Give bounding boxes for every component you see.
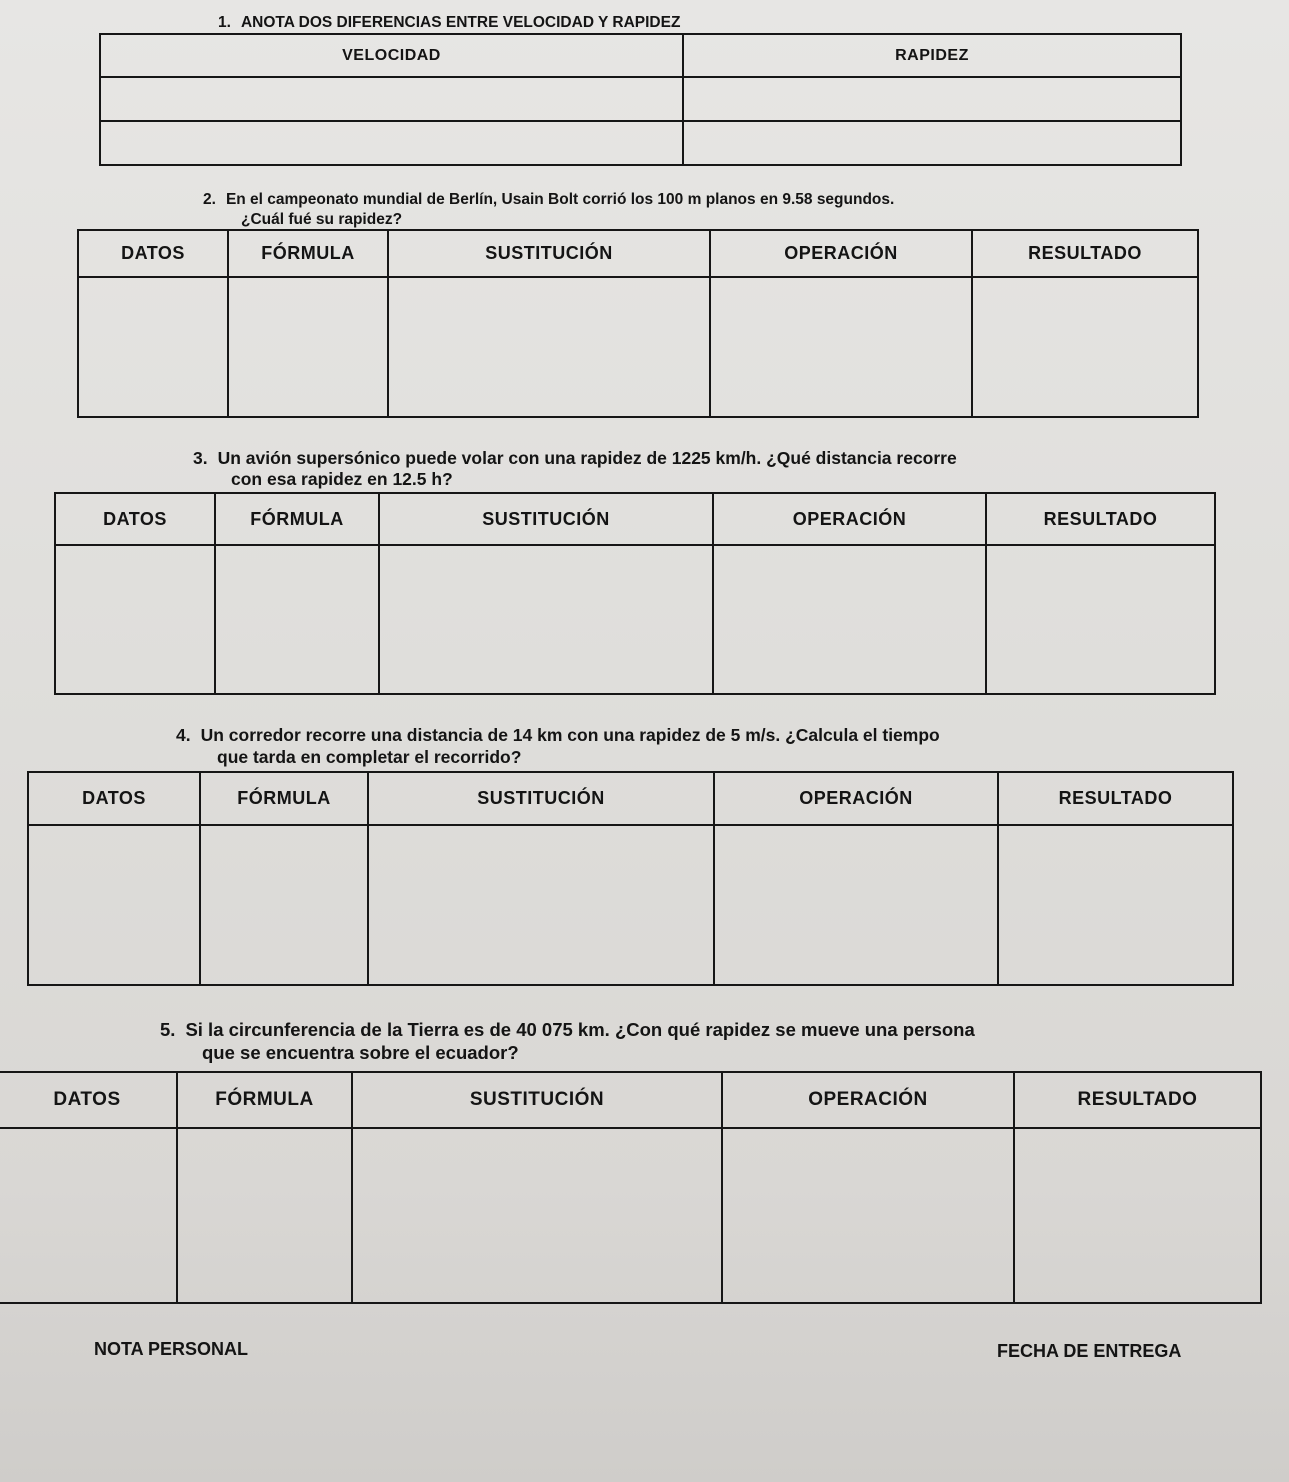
answer-cell[interactable] [972, 277, 1198, 417]
question-3-line2: con esa rapidez en 12.5 h? [231, 469, 453, 489]
answer-cell[interactable] [177, 1128, 352, 1303]
question-5-line1: Si la circunferencia de la Tierra es de 40 075 km. ¿Con qué rapidez se mueve una persona [185, 1019, 975, 1040]
question-1 [218, 12, 680, 34]
answer-cell[interactable] [228, 277, 388, 417]
header-datos: DATOS [0, 1072, 177, 1128]
answer-cell[interactable] [78, 277, 228, 417]
question-5-line2: que se encuentra sobre el ecuador? [202, 1042, 519, 1063]
header-datos: DATOS [28, 772, 200, 825]
answer-cell[interactable] [215, 545, 379, 694]
solution-table-3 [54, 492, 1216, 695]
answer-cell[interactable] [714, 825, 998, 985]
header-rapidez: RAPIDEZ [683, 34, 1181, 77]
question-4-number: 4. [176, 725, 191, 745]
header-operacion: OPERACIÓN [722, 1072, 1014, 1128]
question-2 [203, 189, 894, 233]
question-4 [176, 724, 940, 768]
answer-cell[interactable] [722, 1128, 1014, 1303]
solution-table-4 [27, 771, 1234, 986]
question-1-text: ANOTA DOS DIFERENCIAS ENTRE VELOCIDAD Y RAPIDEZ [240, 14, 681, 31]
answer-cell[interactable] [55, 545, 215, 694]
answer-cell[interactable] [388, 277, 710, 417]
question-3-number: 3. [193, 448, 208, 468]
question-2-number: 2. [203, 191, 216, 208]
answer-cell[interactable] [683, 121, 1181, 165]
question-2-line1: En el campeonato mundial de Berlín, Usain Bolt corrió los 100 m planos en 9.58 segundos. [225, 191, 895, 208]
header-operacion: OPERACIÓN [714, 772, 998, 825]
answer-cell[interactable] [986, 545, 1215, 694]
header-formula: FÓRMULA [200, 772, 368, 825]
question-3 [193, 447, 957, 491]
header-sustitucion: SUSTITUCIÓN [352, 1072, 722, 1128]
header-sustitucion: SUSTITUCIÓN [368, 772, 714, 825]
question-3-line1: Un avión supersónico puede volar con una rapidez de 1225 km/h. ¿Qué distancia recorre [217, 448, 957, 468]
header-operacion: OPERACIÓN [713, 493, 986, 545]
answer-cell[interactable] [998, 825, 1233, 985]
answer-cell[interactable] [352, 1128, 722, 1303]
question-4-line1: Un corredor recorre una distancia de 14 km con una rapidez de 5 m/s. ¿Calcula el tiempo [200, 725, 940, 745]
nota-personal-label: NOTA PERSONAL [94, 1339, 249, 1359]
answer-cell[interactable] [100, 77, 683, 121]
question-4-line2: que tarda en completar el recorrido? [217, 747, 522, 767]
header-datos: DATOS [55, 493, 215, 545]
question-5-number: 5. [160, 1019, 176, 1040]
answer-cell[interactable] [100, 121, 683, 165]
fecha-entrega-label: FECHA DE ENTREGA [997, 1341, 1182, 1361]
header-formula: FÓRMULA [228, 230, 388, 277]
question-5 [160, 1019, 975, 1063]
answer-cell[interactable] [200, 825, 368, 985]
answer-cell[interactable] [1014, 1128, 1261, 1303]
solution-table-5 [0, 1071, 1262, 1304]
header-resultado: RESULTADO [998, 772, 1233, 825]
header-sustitucion: SUSTITUCIÓN [379, 493, 713, 545]
header-formula: FÓRMULA [177, 1072, 352, 1128]
solution-table-2 [77, 229, 1199, 418]
header-resultado: RESULTADO [972, 230, 1198, 277]
question-2-line2: ¿Cuál fué su rapidez? [241, 211, 403, 228]
header-resultado: RESULTADO [1014, 1072, 1261, 1128]
question-1-number: 1. [218, 14, 231, 31]
answer-cell[interactable] [683, 77, 1181, 121]
answer-cell[interactable] [713, 545, 986, 694]
header-resultado: RESULTADO [986, 493, 1215, 545]
header-velocidad: VELOCIDAD [100, 34, 683, 77]
header-formula: FÓRMULA [215, 493, 379, 545]
answer-cell[interactable] [368, 825, 714, 985]
answer-cell[interactable] [710, 277, 972, 417]
differences-table [99, 33, 1182, 166]
answer-cell[interactable] [28, 825, 200, 985]
answer-cell[interactable] [379, 545, 713, 694]
header-operacion: OPERACIÓN [710, 230, 972, 277]
header-sustitucion: SUSTITUCIÓN [388, 230, 710, 277]
answer-cell[interactable] [0, 1128, 177, 1303]
header-datos: DATOS [78, 230, 228, 277]
